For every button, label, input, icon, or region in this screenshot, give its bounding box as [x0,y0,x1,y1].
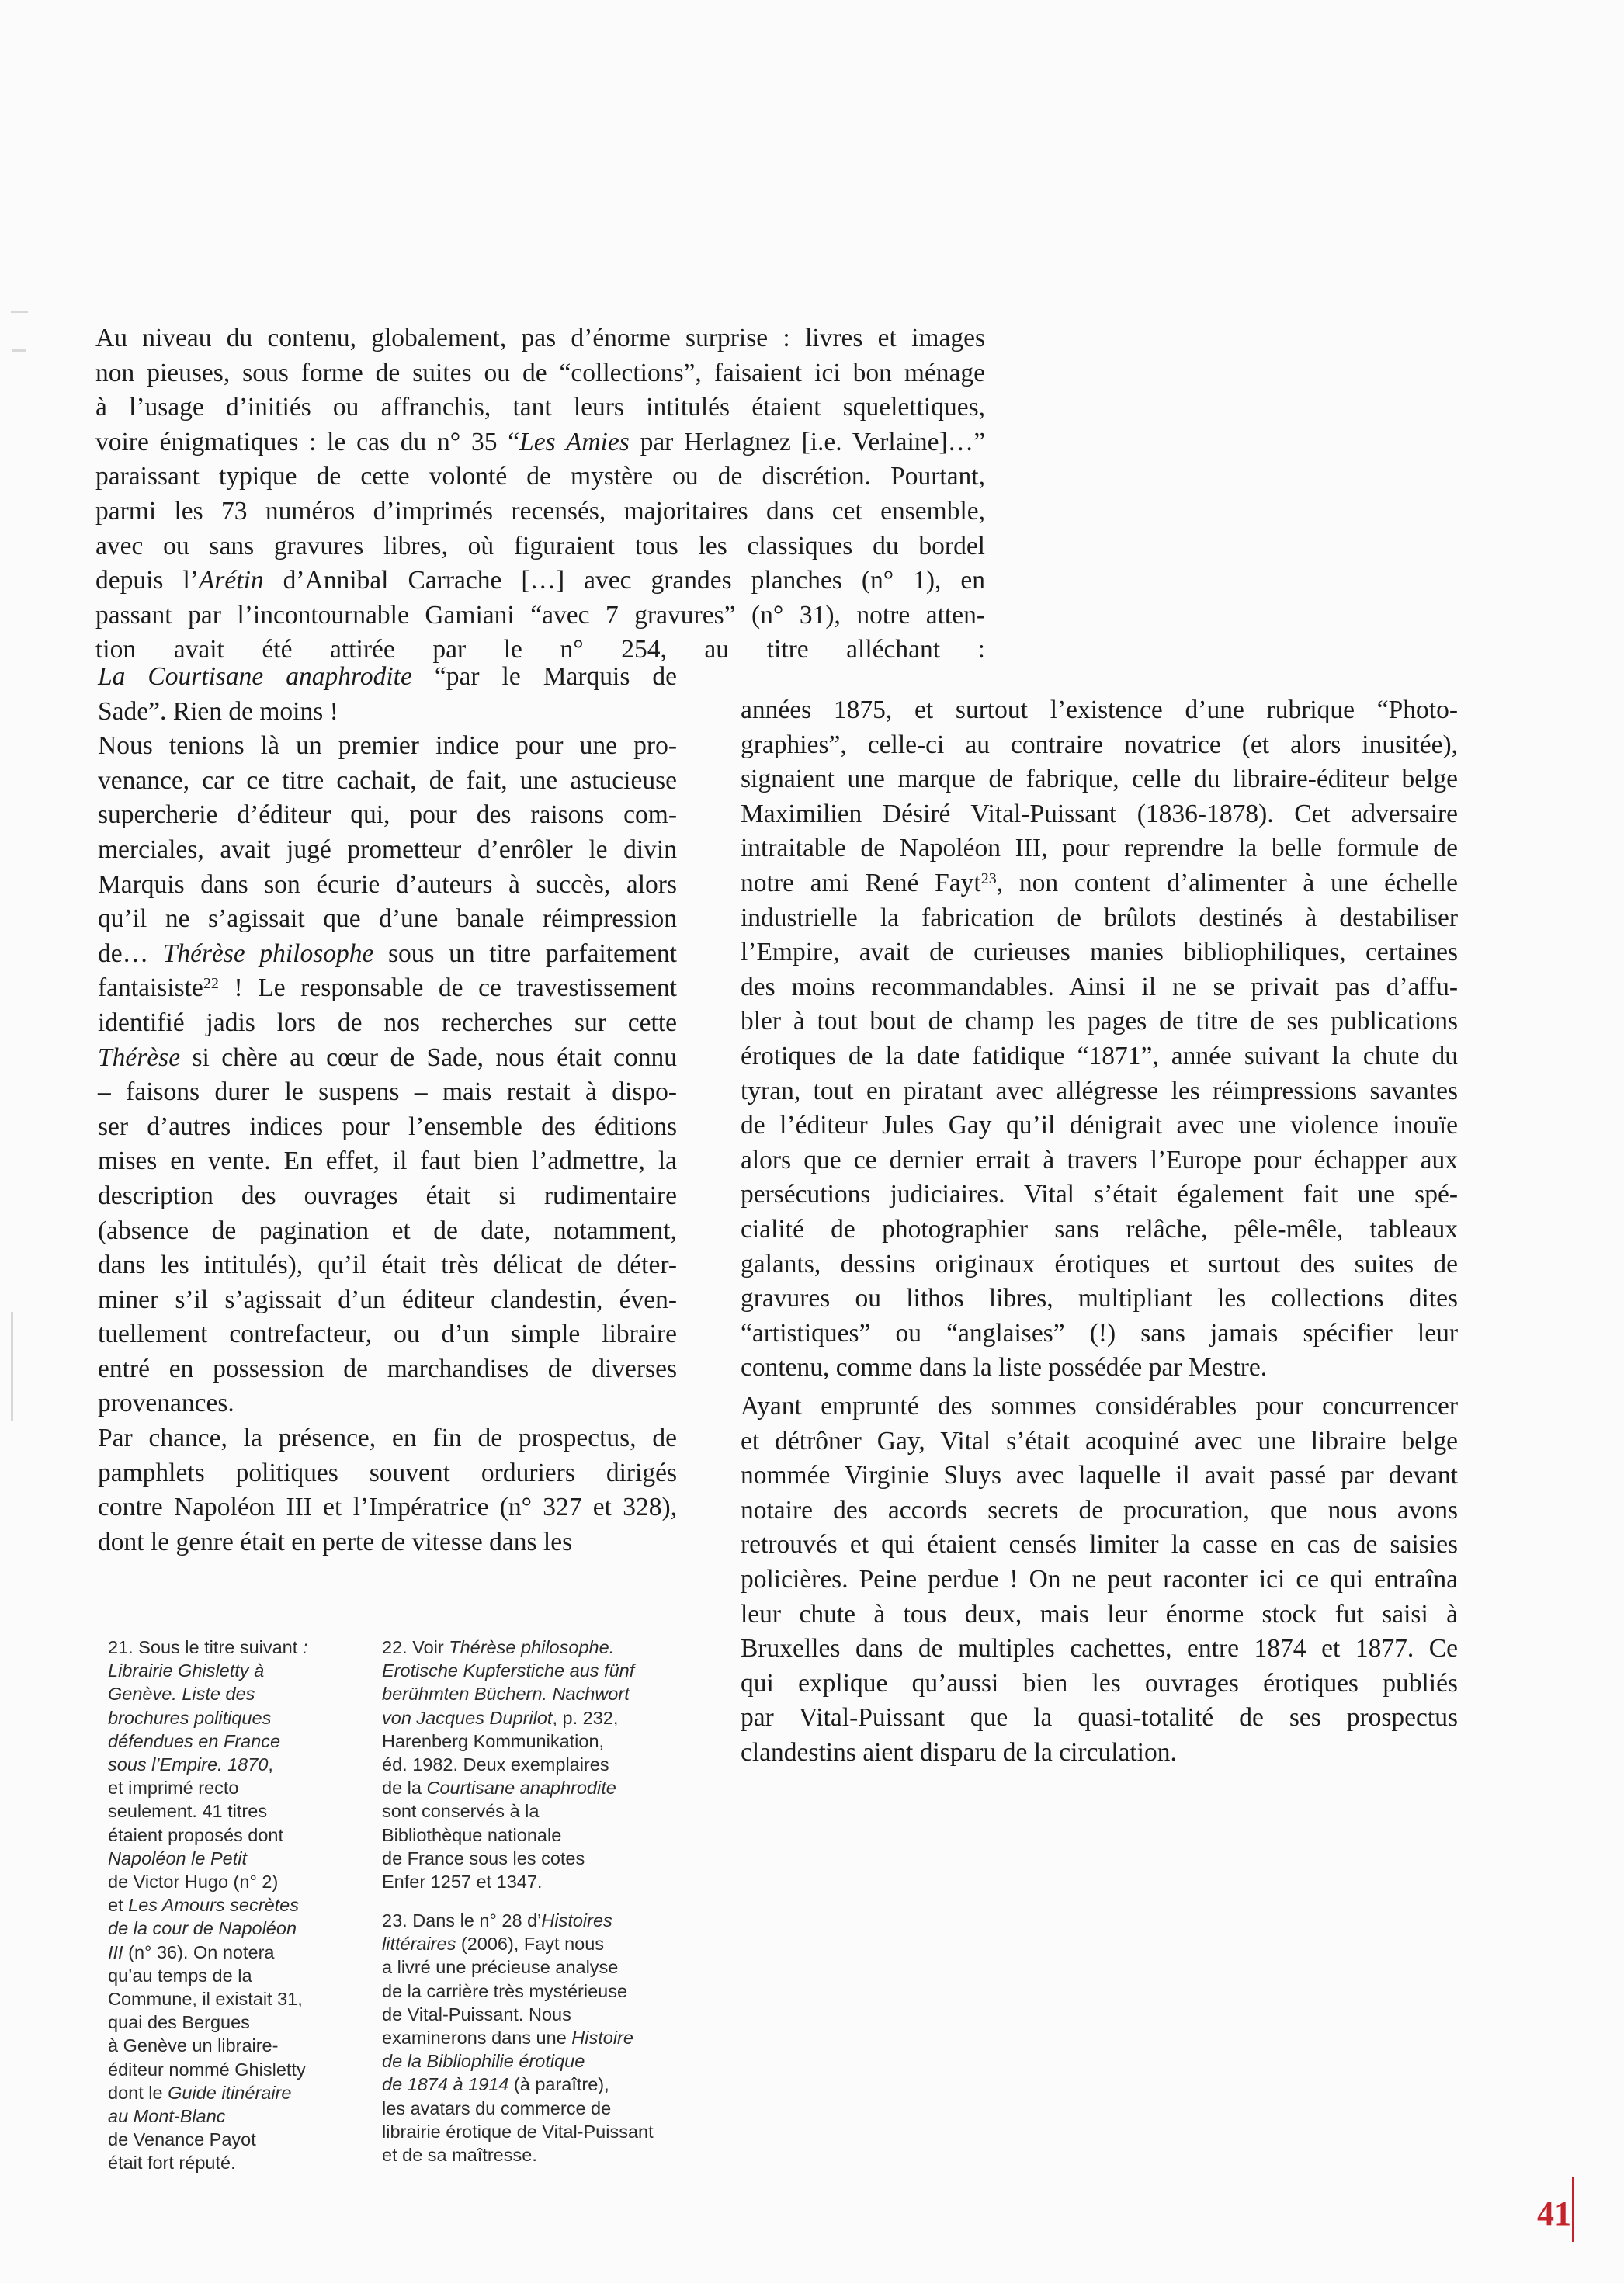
footnote-line: Napoléon le Petit [108,1848,247,1868]
text-line: depuis l’Arétin d’Annibal Carrache […] avec grandes planches (n° 1), en [95,566,985,595]
text-line: policières. Peine perdue ! On ne peut raconter ici ce qui entraîna [741,1564,1458,1594]
page-number-rule [1572,2177,1574,2242]
footnote-line: sont conservés à la [382,1801,540,1822]
text-line: provenances. [98,1389,234,1418]
footnote-line: à Genève un libraire- [108,2035,279,2056]
text-line: nommée Virginie Sluys avec laquelle il avait passé par devant [741,1461,1458,1490]
text-line: gravures ou lithos libres, multipliant les collections dites [741,1284,1458,1313]
text-line: Nous tenions là un premier indice pour une pro- [98,731,677,761]
footnote-line: de 1874 à 1914 (à paraître), [382,2074,609,2095]
text-line: avec ou sans gravures libres, où figuraient tous les classiques du bordel [95,531,985,560]
footnote-line: Erotische Kupferstiche aus fünf [382,1660,635,1681]
text-line: dans les intitulés), qu’il était très délicat de déter- [98,1251,677,1280]
text-line: supercherie d’éditeur qui, pour des raisons com- [98,800,677,830]
footnote-line: de Victor Hugo (n° 2) [108,1872,279,1893]
footnote-line: Bibliothèque nationale [382,1824,562,1845]
footnote-line: et de sa maîtresse. [382,2145,537,2166]
text-line: Maximilien Désiré Vital-Puissant (1836-1878). Cet adversaire [741,799,1458,828]
footnote-line: étaient proposés dont [108,1824,284,1845]
intro-paragraph [95,321,985,668]
footnote-line: de la cour de Napoléon [108,1918,297,1939]
text-line: tuellement contrefacteur, ou d’un simple libraire [98,1320,677,1349]
text-line: clandestins aient disparu de la circulation. [741,1737,1177,1767]
footnote-line: a livré une précieuse analyse [382,1957,619,1978]
footnote-line: 22. Voir Thérèse philosophe. [382,1637,615,1657]
text-line: identifié jadis lors de nos recherches sur cette [98,1008,677,1037]
footnote-line: au Mont-Blanc [108,2106,226,2127]
footnote-line: défendues en France [108,1730,281,1751]
text-line: leur chute à tous deux, mais leur énorme stock fut saisi à [741,1599,1458,1629]
footnote-line: seulement. 41 titres [108,1801,268,1822]
footnote-line: Enfer 1257 et 1347. [382,1872,543,1893]
scan-mark [12,349,26,352]
text-line: par Vital-Puissant que la quasi-totalité de ses prospectus [741,1703,1458,1733]
text-line: intraitable de Napoléon III, pour reprendre la belle formule de [741,834,1458,863]
footnote-line: de la Courtisane anaphrodite [382,1778,616,1799]
footnote-22 [382,1636,677,1893]
footnote-line: de la Bibliophilie érotique [382,2051,585,2072]
text-line: et détrôner Gay, Vital s’était acoquiné avec une libraire belge [741,1426,1458,1455]
right-column-continued [741,1390,1458,1771]
text-line: miner s’il s’agissait d’un éditeur clandestin, éven- [98,1285,677,1314]
text-line: non pieuses, sous forme de suites ou de “collections”, faisaient ici bon ménage [95,358,985,387]
text-line: industrielle la fabrication de brûlots destinés à destabiliser [741,903,1458,932]
footnote-line: sous l’Empire. 1870, [108,1754,273,1775]
text-line: qui explique qu’aussi bien les ouvrages érotiques publiés [741,1668,1458,1698]
footnote-line: III (n° 36). On notera [108,1941,275,1962]
text-line: Au niveau du contenu, globalement, pas d’énorme surprise : livres et images [95,324,985,352]
text-line: contre Napoléon III et l’Impératrice (n° 327 et 328), [98,1493,677,1522]
text-line: description des ouvrages était si rudimentaire [98,1181,677,1210]
text-line: pamphlets politiques souvent orduriers dirigés [98,1458,677,1487]
text-line: Marquis dans son écurie d’auteurs à succès, alors [98,869,677,899]
text-line: Thérèse si chère au cœur de Sade, nous était connu [98,1043,677,1072]
right-column [741,693,1458,1386]
footnote-line: les avatars du commerce de [382,2097,612,2118]
footnote-line: berühmten Büchern. Nachwort [382,1684,630,1705]
footnote-23 [382,1909,677,2167]
text-line: voire énigmatiques : le cas du n° 35 “Les Amies par Herlagnez [i.e. Verlaine]…” [95,427,985,456]
text-line: persécutions judiciaires. Vital s’était également fait une spé- [741,1180,1458,1209]
text-line: (absence de pagination et de date, notamment, [98,1216,677,1245]
text-line: signaient une marque de fabrique, celle du libraire-éditeur belge [741,765,1458,794]
left-column [98,660,677,1560]
footnote-line: littéraires (2006), Fayt nous [382,1934,605,1955]
text-line: notaire des accords secrets de procuration, que nous avons [741,1495,1458,1525]
text-line: ser d’autres indices pour l’ensemble des éditions [98,1112,677,1141]
text-line: retrouvés et qui étaient censés limiter la casse en cas de saisies [741,1530,1458,1560]
footnote-21 [108,1636,364,2175]
footnote-line: Harenberg Kommunikation, [382,1730,605,1751]
footnote-line: librairie érotique de Vital-Puissant [382,2121,654,2142]
text-line: fantaisiste$^{22}$ ! Le responsable de ce travestissement [98,973,677,1003]
footnote-line: éditeur nommé Ghisletty [108,2059,306,2080]
text-line: alors que ce dernier errait à travers l’Europe pour échapper aux [741,1145,1458,1174]
footnote-line: de Venance Payot [108,2129,256,2150]
footnote-line: Commune, il existait 31, [108,1989,303,2010]
footnote-line: Librairie Ghisletty à [108,1660,265,1681]
footnote-line: était fort réputé. [108,2153,236,2174]
text-line: dont le genre était en perte de vitesse dans les [98,1527,573,1556]
text-line: venance, car ce titre cachait, de fait, une astucieuse [98,765,677,795]
footnote-line: de France sous les cotes [382,1848,585,1868]
footnote-line: examinerons dans une Histoire [382,2028,633,2049]
text-line: – faisons durer le suspens – mais restait à dispo- [98,1077,677,1107]
text-line: Sade”. Rien de moins ! [98,696,338,726]
text-line: parmi les 73 numéros d’imprimés recensés, majoritaires dans cet ensemble, [95,496,985,526]
footnote-line: de la carrière très mystérieuse [382,1980,628,2001]
footnote-line: brochures politiques [108,1707,272,1728]
footnote-line: dont le Guide itinéraire [108,2082,292,2103]
footnote-line: von Jacques Duprilot, p. 232, [382,1707,619,1728]
binding-mark [11,1312,13,1421]
text-line: des moins recommandables. Ainsi il ne se privait pas d’affu- [741,972,1458,1001]
text-line: notre ami René Fayt$^{23}$, non content d’alimenter à une échelle [741,868,1458,897]
footnote-line: éd. 1982. Deux exemplaires [382,1754,609,1775]
footnote-line: quai des Bergues [108,2012,250,2033]
text-line: bler à tout bout de champ les pages de titre de ses publications [741,1007,1458,1036]
scan-mark [11,311,28,313]
text-line: paraissant typique de cette volonté de mystère ou de discrétion. Pourtant, [95,462,985,491]
text-line: à l’usage d’initiés ou affranchis, tant leurs intitulés étaient squelettiques, [95,393,985,422]
text-line: érotiques de la date fatidique “1871”, année suivant la chute du [741,1041,1458,1070]
text-line: mises en vente. En effet, il faut bien l’admettre, la [98,1147,677,1176]
text-line: tion avait été attirée par le n° 254, au titre alléchant : [95,635,985,664]
footnote-line: qu’au temps de la [108,1965,252,1986]
footnote-line: de Vital-Puissant. Nous [382,2004,571,2025]
text-line: “artistiques” ou “anglaises” (!) sans jamais spécifier leur [741,1318,1458,1348]
text-line: graphies”, celle-ci au contraire novatrice (et alors inusitée), [741,730,1458,759]
text-line: de l’éditeur Jules Gay qu’il dénigrait avec une violence inouïe [741,1111,1458,1140]
footnote-line: Genève. Liste des [108,1684,255,1705]
text-line: passant par l’incontournable Gamiani “avec 7 gravures” (n° 31), notre atten- [95,600,985,630]
text-line: La Courtisane anaphrodite “par le Marquis de [98,662,677,691]
footnote-line: et imprimé recto [108,1778,239,1799]
text-line: qu’il ne s’agissait que d’une banale réimpression [98,904,677,934]
text-line: années 1875, et surtout l’existence d’une rubrique “Photo- [741,696,1458,724]
text-line: galants, dessins originaux érotiques et surtout des suites de [741,1249,1458,1279]
footnote-line: et Les Amours secrètes [108,1895,299,1916]
footnote-line: 23. Dans le n° 28 d’Histoires [382,1910,612,1931]
text-line: entré en possession de marchandises de diverses [98,1354,677,1383]
text-line: merciales, avait jugé prometteur d’enrôler le divin [98,834,677,864]
text-line: contenu, comme dans la liste possédée par Mestre. [741,1353,1268,1383]
text-line: cialité de photographier sans relâche, pêle-mêle, tableaux [741,1214,1458,1244]
text-line: de… Thérèse philosophe sous un titre parfaitement [98,939,677,968]
page-number: 41 [1537,2195,1571,2233]
footnote-line: 21. Sous le titre suivant : [108,1637,308,1657]
text-line: Par chance, la présence, en fin de prospectus, de [98,1424,677,1453]
text-line: Ayant emprunté des sommes considérables pour concurrencer [741,1392,1458,1421]
text-line: tyran, tout en piratant avec allégresse les réimpressions savantes [741,1076,1458,1105]
text-line: Bruxelles dans de multiples cachettes, entre 1874 et 1877. Ce [741,1634,1458,1664]
text-line: l’Empire, avait de curieuses manies bibliophiliques, certaines [741,938,1458,967]
